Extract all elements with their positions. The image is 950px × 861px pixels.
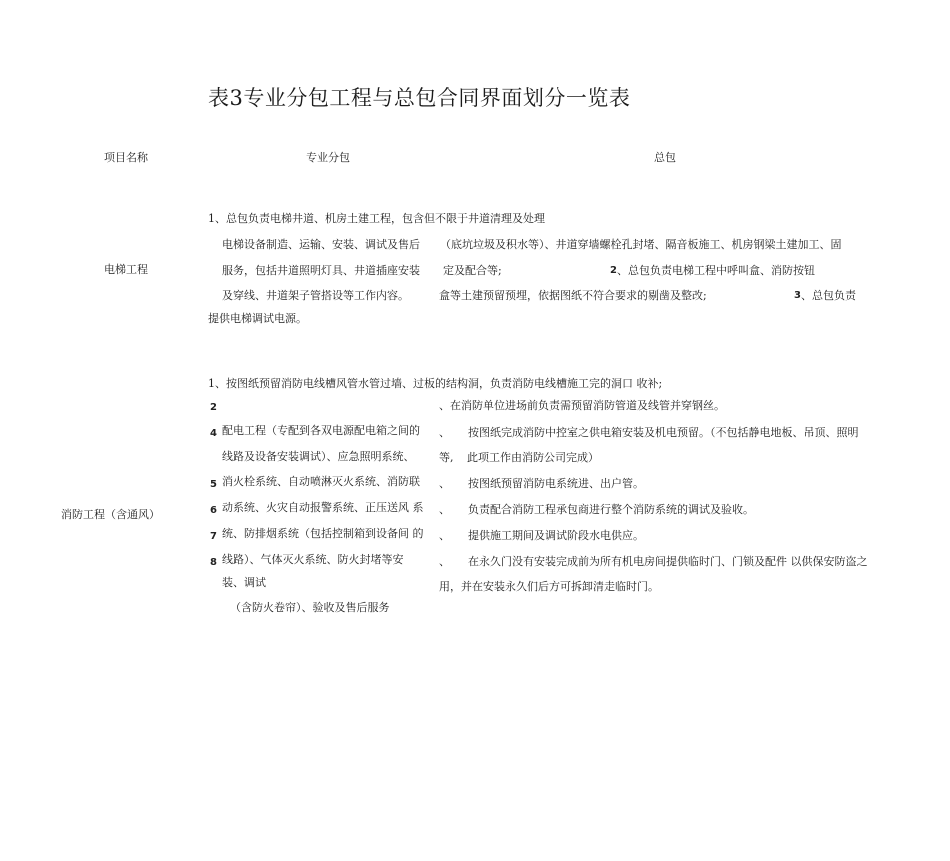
header-subcontract: 专业分包 bbox=[306, 151, 350, 164]
fire-num-4: 4 bbox=[210, 428, 217, 439]
elevator-sub-line-2: 服务，包括井道照明灯具、井道插座安装 bbox=[222, 264, 420, 277]
fire-general-4-punct: 、 bbox=[439, 426, 450, 439]
fire-sub-11: （含防火卷帘）、验收及售后服务 bbox=[230, 601, 390, 614]
elevator-general-line-1: （底坑垃圾及积水等）、井道穿墙螺栓孔封堵、隔音板施工、机房钢梁土建加工、固 bbox=[440, 238, 842, 251]
fire-sub-8: 统、防排烟系统（包括控制箱到设备间 的 bbox=[222, 527, 424, 540]
fire-sub-4: 配电工程（专配到各双电源配电箱之间的 bbox=[222, 424, 420, 437]
fire-general-8-punct: 、 bbox=[439, 529, 450, 542]
fire-general-4: 按图纸完成消防中控室之供电箱安装及机电预留。（不包括静电地板、吊顶、照明 bbox=[468, 426, 859, 439]
fire-num-7: 7 bbox=[210, 531, 217, 542]
fire-general-5-punct: 等, bbox=[439, 451, 454, 464]
fire-name: 消防工程（含通风） bbox=[61, 508, 160, 521]
fire-sub-6: 消火栓系统、自动喷淋灭火系统、消防联 bbox=[222, 475, 420, 488]
elevator-general-line-3: 盒等土建预留预埋，依据图纸不符合要求的剔凿及整改; bbox=[439, 289, 707, 302]
elevator-general-line-3b: 、总包负责 bbox=[801, 289, 856, 302]
fire-general-7: 负责配合消防工程承包商进行整个消防系统的调试及验收。 bbox=[468, 503, 754, 516]
fire-sub-7: 动系统、火灾自动报警系统、正压送风 系 bbox=[222, 501, 424, 514]
fire-general-9: 在永久门没有安装完成前为所有机电房间提供临时门、门锁及配件 以供保安防盗之 bbox=[468, 555, 868, 568]
fire-line-1: 1、按图纸预留消防电线槽风管水管过墙、过板的结构洞，负责消防电线槽施工完的洞口 收补; bbox=[208, 377, 663, 390]
page-title: 表3专业分包工程与总包合同界面划分一览表 bbox=[208, 86, 631, 110]
fire-general-2: 、在消防单位进场前负责需预留消防管道及线管并穿钢丝。 bbox=[439, 399, 725, 412]
elevator-general-line-3-num: 3 bbox=[794, 290, 801, 301]
elevator-general-line-2a: 定及配合等; bbox=[443, 264, 502, 277]
elevator-name: 电梯工程 bbox=[104, 263, 148, 276]
elevator-general-line-2b: 、总包负责电梯工程中呼叫盒、消防按钮 bbox=[617, 264, 815, 277]
elevator-line-1: 1、总包负责电梯井道、机房土建工程，包含但不限于井道清理及处理 bbox=[208, 212, 545, 225]
fire-sub-10: 装、调试 bbox=[222, 576, 266, 589]
fire-num-2: 2 bbox=[210, 402, 217, 413]
header-general-contract: 总包 bbox=[654, 151, 676, 164]
fire-general-10: 用，并在安装永久们后方可拆卸清走临时门。 bbox=[439, 580, 659, 593]
elevator-sub-line-3: 及穿线、井道架子管搭设等工作内容。 bbox=[222, 289, 409, 302]
fire-general-6: 按图纸预留消防电系统进、出户管。 bbox=[468, 477, 644, 490]
elevator-general-line-4: 提供电梯调试电源。 bbox=[208, 312, 307, 325]
fire-sub-9: 线路）、气体灭火系统、防火封堵等安 bbox=[222, 553, 404, 566]
fire-sub-5: 线路及设备安装调试）、应急照明系统、 bbox=[222, 450, 415, 463]
fire-general-9-punct: 、 bbox=[439, 555, 450, 568]
fire-general-8: 提供施工期间及调试阶段水电供应。 bbox=[468, 529, 644, 542]
fire-num-8: 8 bbox=[210, 557, 217, 568]
header-item-name: 项目名称 bbox=[104, 151, 148, 164]
elevator-general-line-2b-num: 2 bbox=[610, 265, 617, 276]
fire-num-5: 5 bbox=[210, 479, 217, 490]
elevator-sub-line-1: 电梯设备制造、运输、安装、调试及售后 bbox=[222, 238, 420, 251]
fire-general-7-punct: 、 bbox=[439, 503, 450, 516]
fire-num-6: 6 bbox=[210, 505, 217, 516]
fire-general-5: 此项工作由消防公司完成） bbox=[467, 451, 599, 464]
fire-general-6-punct: 、 bbox=[439, 477, 450, 490]
